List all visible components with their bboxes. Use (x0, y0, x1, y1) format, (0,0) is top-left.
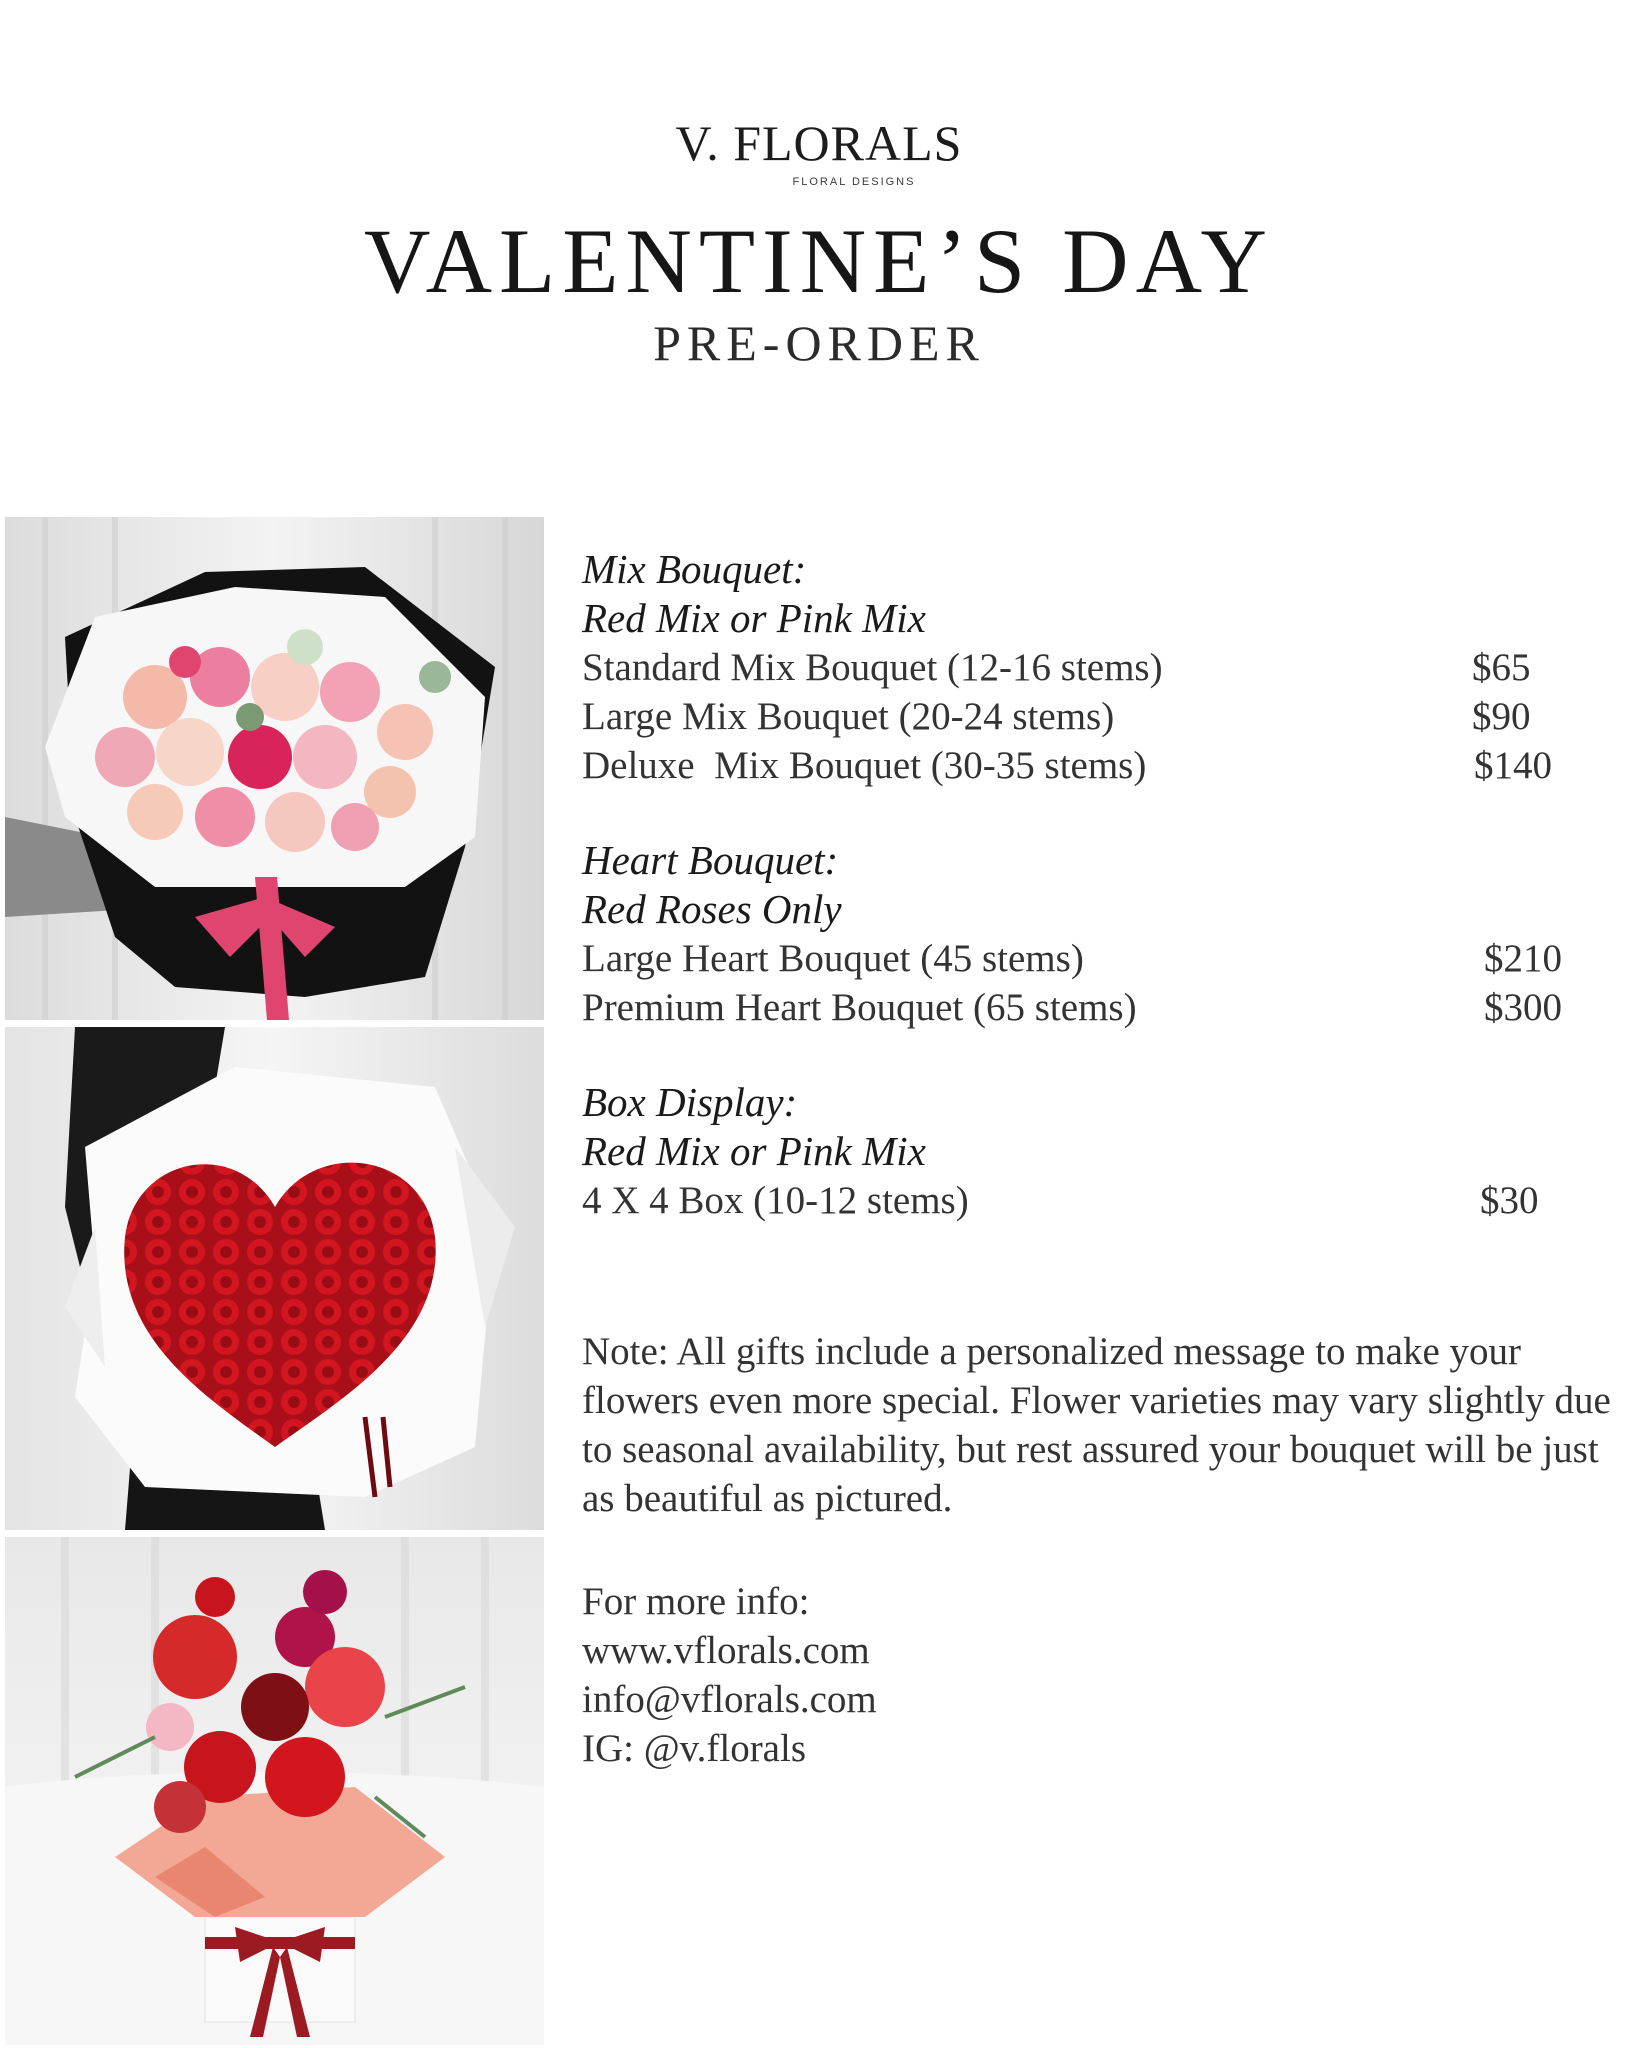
email-link[interactable]: info@vflorals.com (582, 1678, 877, 1721)
brand-logo (0, 115, 1638, 188)
menu-item (582, 1176, 1602, 1225)
section-heart-bouquet (582, 836, 1602, 1032)
page-title: VALENTINE’S DAY (364, 210, 1274, 312)
note-text: Note: All gifts include a personalized message to make your flowers even more special. Flower varieties may vary slightly due to seasonal availability, but rest assured your bouquet will be just as beautiful as pictured. (582, 1330, 1611, 1520)
section-subtitle: Red Mix or Pink Mix (582, 595, 926, 641)
section-title: Box Display: (582, 1079, 798, 1125)
item-price: $65 (1472, 646, 1531, 689)
box-display-photo (5, 1537, 544, 2045)
menu-item (582, 983, 1602, 1032)
mix-bouquet-photo (5, 517, 544, 1020)
page-subtitle: PRE-ORDER (653, 315, 985, 371)
section-title: Heart Bouquet: (582, 837, 839, 883)
item-name: Premium Heart Bouquet (65 stems) (582, 986, 1137, 1029)
menu-item (582, 692, 1602, 741)
item-name: Standard Mix Bouquet (12-16 stems) (582, 646, 1163, 689)
item-price: $90 (1472, 695, 1531, 738)
instagram-handle[interactable]: IG: @v.florals (582, 1727, 807, 1770)
item-price: $30 (1480, 1179, 1539, 1222)
logo-tagline: FLORAL DESIGNS (792, 176, 916, 188)
section-title: Mix Bouquet: (582, 546, 807, 592)
section-subtitle: Red Mix or Pink Mix (582, 1128, 926, 1174)
item-price: $210 (1484, 937, 1562, 980)
menu-item (582, 934, 1602, 983)
website-link[interactable]: www.vflorals.com (582, 1629, 870, 1672)
price-menu (582, 545, 1602, 1271)
menu-item (582, 741, 1602, 790)
item-name: Deluxe Mix Bouquet (30-35 stems) (582, 744, 1147, 787)
item-price: $300 (1484, 986, 1562, 1029)
logo-wordmark: V. FLORALS (675, 115, 963, 171)
menu-item (582, 643, 1602, 692)
contact-info (582, 1577, 1382, 1773)
contact-heading: For more info: (582, 1580, 810, 1623)
item-name: Large Mix Bouquet (20-24 stems) (582, 695, 1115, 738)
heart-bouquet-photo (5, 1027, 544, 1530)
section-box-display (582, 1078, 1602, 1225)
item-name: Large Heart Bouquet (45 stems) (582, 937, 1084, 980)
item-price: $140 (1474, 744, 1552, 787)
section-subtitle: Red Roses Only (582, 886, 842, 932)
section-mix-bouquet (582, 545, 1602, 790)
item-name: 4 X 4 Box (10-12 stems) (582, 1179, 969, 1222)
